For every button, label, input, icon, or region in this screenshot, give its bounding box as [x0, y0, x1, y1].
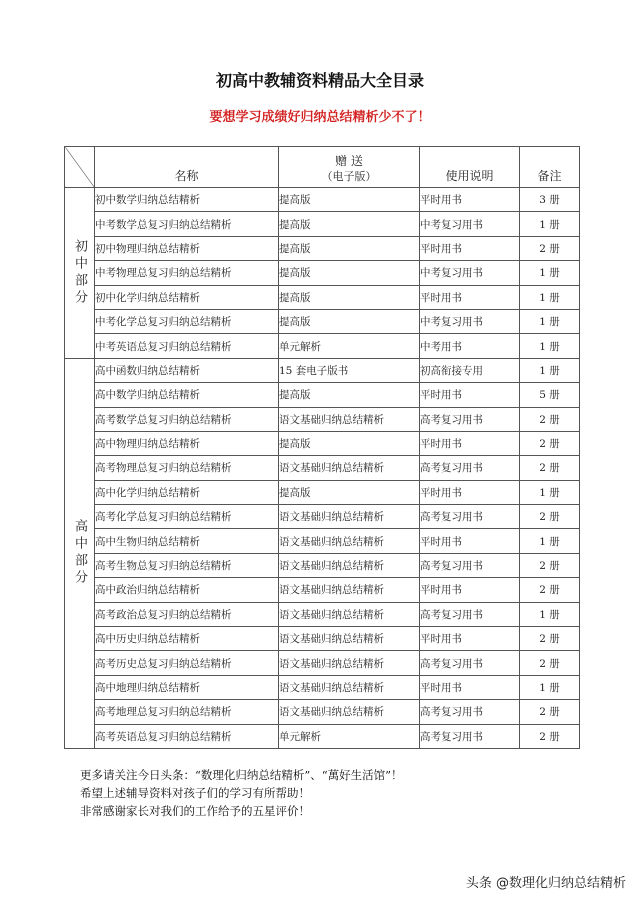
name-cell: 高中数学归纳总结精析	[95, 383, 279, 407]
table-row	[65, 407, 580, 431]
name-cell: 高考生物总复习归纳总结精析	[95, 553, 279, 577]
catalog-table	[64, 146, 580, 749]
note-cell: 2 册	[520, 505, 580, 529]
gift-cell: 语文基础归纳总结精析	[279, 505, 420, 529]
name-cell: 中考英语总复习归纳总结精析	[95, 334, 279, 358]
header-gift-line1: 赠 送	[335, 154, 363, 168]
usage-cell: 中考复习用书	[420, 212, 520, 236]
gift-cell: 语文基础归纳总结精析	[279, 456, 420, 480]
footer-line: 更多请关注今日头条：“数理化归纳总结精析”、“萬好生活馆”！	[80, 768, 403, 782]
section-label: 初中部分	[65, 188, 95, 359]
note-cell: 3 册	[520, 188, 580, 212]
table-row	[65, 261, 580, 285]
note-cell: 1 册	[520, 480, 580, 504]
footer-line: 希望上述辅导资料对孩子们的学习有所帮助！	[80, 786, 310, 800]
header-note: 备注	[520, 147, 580, 188]
usage-cell: 高考复习用书	[420, 724, 520, 748]
usage-cell: 高考复习用书	[420, 456, 520, 480]
usage-cell: 初高衔接专用	[420, 358, 520, 382]
table-row	[65, 553, 580, 577]
name-cell: 中考数学总复习归纳总结精析	[95, 212, 279, 236]
usage-cell: 平时用书	[420, 188, 520, 212]
table-row	[65, 602, 580, 626]
usage-cell: 平时用书	[420, 675, 520, 699]
gift-cell: 提高版	[279, 383, 420, 407]
note-cell: 2 册	[520, 651, 580, 675]
name-cell: 初中物理归纳总结精析	[95, 236, 279, 260]
note-cell: 2 册	[520, 236, 580, 260]
footer-notes	[80, 766, 403, 820]
table-row	[65, 212, 580, 236]
table-row	[65, 675, 580, 699]
note-cell: 2 册	[520, 431, 580, 455]
gift-cell: 语文基础归纳总结精析	[279, 675, 420, 699]
note-cell: 2 册	[520, 578, 580, 602]
name-cell: 高考地理总复习归纳总结精析	[95, 700, 279, 724]
name-cell: 高中化学归纳总结精析	[95, 480, 279, 504]
header-gift-line2: （电子版）	[321, 170, 377, 183]
table-row	[65, 578, 580, 602]
table-row	[65, 431, 580, 455]
page-title: 初高中教辅资料精品大全目录	[215, 71, 424, 90]
gift-cell: 提高版	[279, 285, 420, 309]
usage-cell: 平时用书	[420, 480, 520, 504]
usage-cell: 平时用书	[420, 285, 520, 309]
gift-cell: 语文基础归纳总结精析	[279, 529, 420, 553]
table-row	[65, 724, 580, 748]
name-cell: 高中地理归纳总结精析	[95, 675, 279, 699]
table-row	[65, 480, 580, 504]
usage-cell: 平时用书	[420, 578, 520, 602]
gift-cell: 提高版	[279, 236, 420, 260]
gift-cell: 语文基础归纳总结精析	[279, 553, 420, 577]
table-row	[65, 358, 580, 382]
usage-cell: 高考复习用书	[420, 602, 520, 626]
table-row	[65, 309, 580, 333]
corner-cell	[65, 147, 95, 188]
table-row	[65, 383, 580, 407]
gift-cell: 语文基础归纳总结精析	[279, 602, 420, 626]
table-row	[65, 188, 580, 212]
usage-cell: 高考复习用书	[420, 700, 520, 724]
header-usage: 使用说明	[420, 147, 520, 188]
usage-cell: 中考用书	[420, 334, 520, 358]
usage-cell: 平时用书	[420, 236, 520, 260]
note-cell: 1 册	[520, 309, 580, 333]
name-cell: 初中数学归纳总结精析	[95, 188, 279, 212]
gift-cell: 语文基础归纳总结精析	[279, 627, 420, 651]
name-cell: 中考物理总复习归纳总结精析	[95, 261, 279, 285]
note-cell: 1 册	[520, 212, 580, 236]
header-row	[65, 147, 580, 188]
gift-cell: 提高版	[279, 261, 420, 285]
usage-cell: 中考复习用书	[420, 309, 520, 333]
name-cell: 高考政治总复习归纳总结精析	[95, 602, 279, 626]
usage-cell: 平时用书	[420, 383, 520, 407]
name-cell: 高中历史归纳总结精析	[95, 627, 279, 651]
note-cell: 5 册	[520, 383, 580, 407]
gift-cell: 单元解析	[279, 724, 420, 748]
name-cell: 高考化学总复习归纳总结精析	[95, 505, 279, 529]
name-cell: 中考化学总复习归纳总结精析	[95, 309, 279, 333]
name-cell: 高中物理归纳总结精析	[95, 431, 279, 455]
usage-cell: 高考复习用书	[420, 651, 520, 675]
name-cell: 高考历史总复习归纳总结精析	[95, 651, 279, 675]
gift-cell: 语文基础归纳总结精析	[279, 578, 420, 602]
name-cell: 高中生物归纳总结精析	[95, 529, 279, 553]
note-cell: 1 册	[520, 261, 580, 285]
table-row	[65, 285, 580, 309]
name-cell: 高中函数归纳总结精析	[95, 358, 279, 382]
name-cell: 初中化学归纳总结精析	[95, 285, 279, 309]
name-cell: 高考英语总复习归纳总结精析	[95, 724, 279, 748]
watermark: 头条 @数理化归纳总结精析	[465, 876, 626, 891]
table-row	[65, 627, 580, 651]
table-row	[65, 505, 580, 529]
header-name: 名称	[95, 147, 279, 188]
gift-cell: 提高版	[279, 480, 420, 504]
name-cell: 高考物理总复习归纳总结精析	[95, 456, 279, 480]
gift-cell: 提高版	[279, 309, 420, 333]
gift-cell: 15 套电子版书	[279, 358, 420, 382]
page-subtitle: 要想学习成绩好归纳总结精析少不了！	[209, 110, 431, 125]
usage-cell: 中考复习用书	[420, 261, 520, 285]
gift-cell: 提高版	[279, 188, 420, 212]
footer-line: 非常感谢家长对我们的工作给予的五星评价！	[80, 804, 310, 818]
section-label: 高中部分	[65, 358, 95, 748]
gift-cell: 提高版	[279, 212, 420, 236]
note-cell: 2 册	[520, 553, 580, 577]
gift-cell: 单元解析	[279, 334, 420, 358]
usage-cell: 高考复习用书	[420, 505, 520, 529]
note-cell: 2 册	[520, 700, 580, 724]
note-cell: 1 册	[520, 334, 580, 358]
note-cell: 1 册	[520, 285, 580, 309]
note-cell: 2 册	[520, 456, 580, 480]
note-cell: 1 册	[520, 602, 580, 626]
note-cell: 2 册	[520, 627, 580, 651]
table-row	[65, 456, 580, 480]
usage-cell: 高考复习用书	[420, 407, 520, 431]
gift-cell: 语文基础归纳总结精析	[279, 407, 420, 431]
gift-cell: 语文基础归纳总结精析	[279, 651, 420, 675]
usage-cell: 平时用书	[420, 627, 520, 651]
note-cell: 2 册	[520, 407, 580, 431]
note-cell: 1 册	[520, 529, 580, 553]
usage-cell: 高考复习用书	[420, 553, 520, 577]
table-row	[65, 236, 580, 260]
table-row	[65, 334, 580, 358]
header-gift	[279, 147, 420, 188]
usage-cell: 平时用书	[420, 431, 520, 455]
note-cell: 1 册	[520, 358, 580, 382]
note-cell: 1 册	[520, 675, 580, 699]
table-row	[65, 529, 580, 553]
name-cell: 高考数学总复习归纳总结精析	[95, 407, 279, 431]
note-cell: 2 册	[520, 724, 580, 748]
table-row	[65, 651, 580, 675]
gift-cell: 提高版	[279, 431, 420, 455]
gift-cell: 语文基础归纳总结精析	[279, 700, 420, 724]
usage-cell: 平时用书	[420, 529, 520, 553]
table-row	[65, 700, 580, 724]
name-cell: 高中政治归纳总结精析	[95, 578, 279, 602]
